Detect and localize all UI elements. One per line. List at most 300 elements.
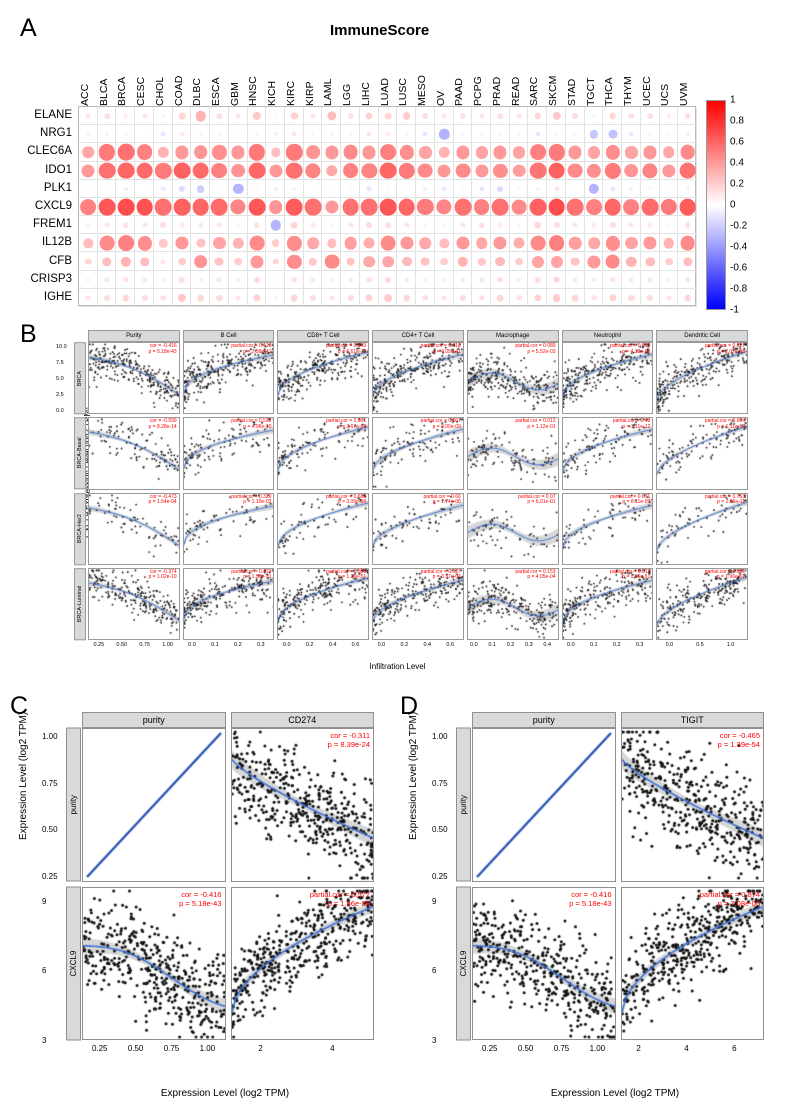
panel-b-pvalue-label: p = 3.06e-09 bbox=[337, 499, 367, 506]
panel-b-xtick: 0.2 bbox=[305, 642, 314, 648]
heatmap-dot bbox=[155, 199, 172, 216]
heatmap-dot bbox=[592, 277, 597, 282]
heatmap-dot bbox=[642, 199, 659, 216]
panel-b-annotation bbox=[423, 495, 460, 506]
cd-scatter-cell bbox=[621, 887, 765, 1041]
heatmap-dot bbox=[442, 278, 446, 282]
panel-b-pvalue-label: p = 1.66e-51 bbox=[622, 574, 651, 581]
panel-b-scatter-cell bbox=[372, 568, 464, 640]
heatmap-dot bbox=[386, 132, 391, 137]
heatmap-dot bbox=[553, 294, 561, 302]
panel-b-cor-label: partial.cor = 0.07 bbox=[518, 493, 556, 500]
heatmap-dot bbox=[586, 199, 602, 215]
heatmap-dot bbox=[532, 256, 544, 268]
heatmap-col-label: LAML bbox=[322, 78, 335, 106]
panel-b-xtick: 0.0 bbox=[282, 642, 291, 648]
heatmap-dot bbox=[249, 162, 266, 179]
panel-b-scatter-cell bbox=[183, 493, 275, 565]
panel-b-cor-label: partial.cor = 0.543 bbox=[325, 343, 367, 349]
heatmap-dot bbox=[194, 255, 208, 269]
panel-b-scatter-cell bbox=[88, 342, 180, 414]
heatmap-dot bbox=[629, 277, 634, 282]
panel-b-annotation bbox=[148, 419, 176, 430]
cd-ytick: 3 bbox=[432, 1036, 437, 1045]
panel-b-xtick: 0.0 bbox=[665, 642, 674, 648]
heatmap-dot bbox=[236, 278, 240, 282]
panel-b-annotation bbox=[231, 344, 271, 355]
cd-ytick: 0.25 bbox=[42, 871, 58, 881]
heatmap-dot bbox=[592, 223, 597, 228]
panel-b-xtick: 0.2 bbox=[612, 642, 621, 648]
cd-xtick: 0.50 bbox=[127, 1044, 144, 1053]
cd-xtick: 4 bbox=[330, 1044, 335, 1053]
cd-ytick: 6 bbox=[42, 966, 47, 976]
cd-cor-label: cor = -0.416 bbox=[571, 889, 612, 899]
heatmap-dot bbox=[610, 186, 615, 191]
heatmap-dot bbox=[460, 277, 465, 282]
heatmap-col-label: UVM bbox=[678, 82, 691, 106]
heatmap-row-labels bbox=[0, 106, 76, 306]
panel-b-annotation bbox=[518, 495, 555, 506]
heatmap-dot bbox=[364, 256, 376, 268]
heatmap-dot bbox=[272, 239, 280, 247]
cd-row-header: purity bbox=[66, 728, 81, 882]
heatmap-dot bbox=[685, 113, 691, 119]
heatmap-dot bbox=[492, 199, 509, 216]
heatmap-dot bbox=[343, 145, 358, 160]
panel-b-pvalue-label: p = 4.05e-04 bbox=[527, 574, 556, 581]
panel-b-annotation bbox=[326, 495, 366, 506]
panel-b-annotation bbox=[610, 344, 650, 355]
heatmap-row-label: CFB bbox=[49, 254, 72, 267]
panel-b-scatter-cell bbox=[562, 417, 654, 489]
panel-b-cor-label: partial.cor = 0.66 bbox=[423, 493, 461, 500]
heatmap-dot bbox=[625, 146, 637, 158]
panel-b-pvalue-label: p = 1.02e-19 bbox=[148, 574, 177, 581]
panel-b-annotation bbox=[421, 419, 461, 430]
heatmap-dot bbox=[123, 222, 129, 228]
heatmap-dot bbox=[455, 199, 472, 216]
panel-b-xtick: 1.0 bbox=[726, 642, 735, 648]
panel-b-pvalue-label: p = 6.01e-01 bbox=[527, 499, 556, 506]
panel-b-xtick: 0.2 bbox=[234, 642, 242, 648]
heatmap-dot bbox=[197, 295, 204, 302]
heatmap-dot bbox=[609, 113, 616, 120]
panel-a-letter: A bbox=[20, 14, 37, 42]
cd-scatter-cell bbox=[621, 728, 765, 882]
heatmap-dot bbox=[361, 199, 378, 216]
colorbar-tick: -0.8 bbox=[730, 283, 748, 295]
heatmap-dot bbox=[667, 187, 670, 190]
panel-b-xlabel: Infiltration Level bbox=[369, 662, 426, 671]
panel-b-cor-label: partial.cor = 0.329 bbox=[231, 493, 272, 500]
heatmap-dot bbox=[405, 187, 408, 190]
panel-b-cor-label: partial.cor = 0.013 bbox=[515, 418, 556, 425]
heatmap-dot bbox=[344, 237, 357, 250]
panel-b-xtick: 0.4 bbox=[543, 642, 552, 648]
cd-ytick: 0.50 bbox=[42, 825, 58, 834]
panel-b-scatter-cell bbox=[562, 568, 654, 640]
heatmap-dot bbox=[629, 223, 634, 228]
heatmap-dot bbox=[404, 223, 409, 228]
panel-b-pvalue-label: p = 1.58e-31 bbox=[243, 574, 272, 581]
heatmap-dot bbox=[495, 257, 505, 267]
panel-b-xtick: 0.6 bbox=[351, 642, 360, 648]
heatmap-dot bbox=[648, 223, 653, 228]
panel-d-xlabel: Expression Level (log2 TPM) bbox=[550, 1088, 680, 1099]
heatmap-dot bbox=[534, 222, 541, 229]
heatmap-dot bbox=[498, 223, 503, 228]
cd-pvalue-label: p = 1.39e-54 bbox=[717, 740, 760, 749]
panel-b-scatter-cell bbox=[277, 493, 369, 565]
panel-b-pvalue-label: p = 8.11e-09 bbox=[622, 499, 651, 506]
heatmap-dot bbox=[329, 295, 334, 300]
heatmap-dot bbox=[124, 114, 129, 119]
heatmap-col-label: LIHC bbox=[359, 82, 372, 106]
heatmap-col-label: BLCA bbox=[97, 78, 110, 106]
panel-b-cor-label: partial.cor = 0.588 bbox=[325, 568, 367, 575]
colorbar-tick: -0.2 bbox=[730, 220, 748, 232]
heatmap-dot bbox=[442, 187, 447, 192]
heatmap-col-label: READ bbox=[509, 76, 522, 106]
heatmap-dot bbox=[136, 162, 153, 179]
heatmap-dot bbox=[105, 132, 109, 136]
heatmap-dot bbox=[418, 163, 433, 178]
heatmap-dot bbox=[517, 277, 522, 282]
cd-xtick: 0.25 bbox=[481, 1044, 498, 1053]
heatmap-dot bbox=[307, 238, 319, 250]
panel-b-xtick: 0.50 bbox=[116, 642, 128, 648]
heatmap-dot bbox=[568, 163, 583, 178]
panel-b-ytick: 0.0 bbox=[56, 408, 64, 415]
cd-xtick: 0.50 bbox=[517, 1044, 534, 1053]
cd-xtick: 0.75 bbox=[163, 1044, 180, 1053]
heatmap-dot bbox=[553, 276, 560, 283]
panel-b-row-header: BRCA-Her2 bbox=[74, 493, 86, 565]
heatmap-dot bbox=[105, 277, 110, 282]
heatmap-dot bbox=[86, 114, 91, 119]
heatmap-col-label: LUSC bbox=[397, 77, 410, 106]
cd-ytick: 9 bbox=[432, 896, 437, 906]
heatmap-dot bbox=[83, 147, 95, 159]
panel-b-annotation bbox=[148, 495, 176, 506]
heatmap-dot bbox=[343, 163, 359, 179]
panel-d-letter: D bbox=[400, 692, 419, 720]
panel-b-annotation bbox=[326, 570, 366, 581]
cd-pvalue-label: p = 1.96e-89 bbox=[327, 898, 370, 908]
heatmap-dot bbox=[99, 162, 116, 179]
cd-scatter-cell bbox=[82, 887, 226, 1041]
panel-b-xtick: 0.3 bbox=[635, 642, 644, 648]
panel-b-pvalue-label: p = 1.11e-12 bbox=[717, 423, 745, 430]
panel-b-scatter-cell bbox=[88, 493, 180, 565]
heatmap-dot bbox=[536, 187, 540, 191]
heatmap-dot bbox=[549, 235, 565, 251]
panel-b-pvalue-label: p = 3.37e-04 bbox=[432, 574, 461, 581]
heatmap-dot bbox=[647, 113, 653, 119]
heatmap-dot bbox=[551, 256, 563, 268]
heatmap-dot bbox=[629, 113, 635, 119]
heatmap-dot bbox=[161, 132, 166, 137]
heatmap-dot bbox=[324, 254, 339, 269]
panel-b-scatter-cell bbox=[183, 417, 275, 489]
heatmap-dot bbox=[667, 278, 671, 282]
panel-b-pvalue-label: p = 8.28e-14 bbox=[148, 423, 177, 430]
heatmap-dot bbox=[686, 187, 690, 191]
cd-row-header: CXCL9 bbox=[66, 887, 81, 1041]
panel-b-pvalue-label: p = 2.07e-98 bbox=[716, 348, 745, 355]
heatmap-dot bbox=[423, 113, 429, 119]
heatmap-dot bbox=[403, 112, 411, 120]
cd-pvalue-label: p = 5.18e-43 bbox=[569, 898, 612, 908]
heatmap-dot bbox=[423, 132, 428, 137]
panel-b-cor-label: cor = -0.473 bbox=[149, 493, 177, 500]
panel-b-annotation bbox=[610, 495, 650, 506]
heatmap-dot bbox=[592, 114, 596, 118]
panel-b-cor-label: partial.cor = 0.522 bbox=[231, 418, 272, 425]
heatmap-dot bbox=[215, 257, 224, 266]
panel-b-ytick: 2.5 bbox=[56, 392, 64, 399]
heatmap-col-label: KIRC bbox=[284, 80, 297, 106]
panel-c-ylabel: Expression Level (log2 TPM) bbox=[18, 711, 29, 840]
panel-b-annotation bbox=[705, 344, 745, 355]
panel-b-scatter-cell bbox=[88, 568, 180, 640]
cd-column-header: purity bbox=[82, 712, 226, 728]
cd-row-header: CXCL9 bbox=[456, 887, 471, 1041]
heatmap-dot bbox=[348, 113, 354, 119]
heatmap-dot bbox=[625, 164, 639, 178]
panel-b-pvalue-label: p = 4.05e-41 bbox=[432, 348, 461, 355]
panel-b-scatter-cell bbox=[183, 568, 275, 640]
heatmap-dot bbox=[143, 133, 146, 136]
heatmap-row-label: CRISP3 bbox=[30, 272, 72, 285]
heatmap-dot bbox=[137, 145, 153, 161]
panel-b-cor-label: partial.cor = 0.089 bbox=[515, 343, 556, 349]
heatmap-dot bbox=[86, 223, 90, 227]
heatmap-dot bbox=[249, 199, 266, 216]
heatmap-dot bbox=[292, 277, 298, 283]
heatmap-col-label: SARC bbox=[528, 76, 541, 106]
heatmap-dot bbox=[535, 132, 540, 137]
panel-b-pvalue-label: p = 6.61e-72 bbox=[337, 348, 367, 355]
heatmap-dot bbox=[529, 199, 546, 216]
heatmap-dot bbox=[605, 254, 620, 269]
heatmap-dot bbox=[517, 114, 522, 119]
heatmap-dot bbox=[569, 237, 582, 250]
panel-b-pvalue-label: p = 1.74e-08 bbox=[432, 499, 461, 506]
panel-b-cor-label: partial.cor = 0.512 bbox=[610, 568, 651, 575]
heatmap-dot bbox=[291, 222, 298, 229]
heatmap-dot bbox=[161, 278, 165, 282]
panel-b-annotation bbox=[231, 495, 271, 506]
heatmap-dot bbox=[666, 295, 671, 300]
heatmap-grid bbox=[78, 106, 696, 306]
heatmap-dot bbox=[366, 277, 372, 283]
heatmap-dot bbox=[423, 295, 429, 301]
heatmap-dot bbox=[497, 295, 504, 302]
cd-annotation bbox=[569, 890, 611, 908]
heatmap-dot bbox=[479, 295, 485, 301]
panel-d-ylabel: Expression Level (log2 TPM) bbox=[408, 711, 419, 840]
heatmap-dot bbox=[512, 200, 527, 215]
heatmap-dot bbox=[442, 295, 447, 300]
panel-b-pvalue-label: p = 3.67e-09 bbox=[337, 423, 367, 430]
panel-b-column-header: Macrophage bbox=[467, 330, 559, 342]
heatmap-dot bbox=[143, 187, 146, 190]
heatmap-dot bbox=[572, 295, 579, 302]
heatmap-dot bbox=[513, 146, 525, 158]
heatmap-dot bbox=[211, 199, 228, 216]
heatmap-dot bbox=[274, 132, 278, 136]
heatmap-dot bbox=[385, 222, 391, 228]
panel-b-scatter-cell bbox=[467, 342, 559, 414]
heatmap-dot bbox=[385, 113, 392, 120]
heatmap-col-label: SKCM bbox=[547, 75, 560, 106]
panel-b-annotation bbox=[613, 419, 650, 430]
heatmap-dot bbox=[667, 114, 672, 119]
panel-b-xtick: 0.25 bbox=[93, 642, 105, 648]
panel-b-ytick: 10.0 bbox=[56, 344, 67, 350]
heatmap-dot bbox=[291, 295, 298, 302]
heatmap-dot bbox=[272, 258, 279, 265]
heatmap-dot bbox=[679, 162, 696, 179]
heatmap-col-label: PAAD bbox=[453, 78, 466, 106]
heatmap-dot bbox=[515, 258, 523, 266]
cd-ytick: 0.25 bbox=[432, 871, 448, 881]
heatmap-col-label: GBM bbox=[228, 82, 241, 106]
heatmap-dot bbox=[398, 199, 415, 216]
panel-b-pvalue-label: p = 5.52e-03 bbox=[527, 348, 556, 355]
panel-b-xtick: 0.6 bbox=[446, 642, 455, 648]
heatmap-dot bbox=[349, 132, 353, 136]
heatmap-row-label: CLEC6A bbox=[27, 145, 72, 158]
heatmap-dot bbox=[367, 132, 372, 137]
heatmap-dot bbox=[574, 187, 577, 190]
heatmap-col-label: LGG bbox=[341, 83, 354, 106]
panel-b-scatter-cell bbox=[277, 568, 369, 640]
panel-b-column-header: CD8+ T Cell bbox=[277, 330, 369, 342]
heatmap-dot bbox=[174, 162, 191, 179]
heatmap-dot bbox=[85, 258, 92, 265]
heatmap-dot bbox=[479, 277, 484, 282]
heatmap-dot bbox=[80, 199, 96, 215]
heatmap-dot bbox=[440, 258, 448, 266]
panel-b-cor-label: partial.cor = 0.501 bbox=[325, 418, 367, 425]
heatmap-dot bbox=[86, 278, 90, 282]
cd-cor-label: cor = -0.311 bbox=[330, 731, 370, 740]
heatmap-dot bbox=[367, 186, 372, 191]
panel-b-xtick: 0.1 bbox=[488, 642, 497, 648]
heatmap-dot bbox=[306, 146, 320, 160]
heatmap-dot bbox=[161, 187, 166, 192]
cd-annotation bbox=[328, 731, 370, 749]
panel-b-pvalue-label: p = 2.58e-41 bbox=[243, 348, 272, 355]
heatmap-dot bbox=[517, 132, 521, 136]
panel-b-xtick: 1.00 bbox=[162, 642, 173, 648]
panel-b-xtick: 0.1 bbox=[211, 642, 219, 648]
heatmap-col-label: OV bbox=[434, 90, 447, 106]
panel-b-pvalue-label: p = 1.11e-12 bbox=[622, 423, 651, 430]
heatmap-dot bbox=[530, 236, 545, 251]
panel-b-cor-label: partial.cor = 0.591 bbox=[704, 568, 745, 575]
heatmap-dot bbox=[198, 277, 203, 282]
heatmap-dot bbox=[136, 199, 153, 216]
panel-b-scatter-cell bbox=[88, 417, 180, 489]
cd-pvalue-label: p = 8.39e-24 bbox=[327, 740, 370, 749]
panel-b-column-header: Purity bbox=[88, 330, 180, 342]
heatmap-dot bbox=[311, 114, 316, 119]
heatmap-dot bbox=[330, 132, 334, 136]
heatmap-dot bbox=[514, 238, 525, 249]
heatmap-dot bbox=[218, 187, 221, 190]
heatmap-dot bbox=[269, 200, 283, 214]
panel-b-scatter-cell bbox=[277, 417, 369, 489]
colorbar-tick: 1 bbox=[730, 94, 736, 106]
heatmap-dot bbox=[680, 236, 695, 251]
heatmap-col-label: THCA bbox=[603, 77, 616, 106]
heatmap-dot bbox=[625, 237, 637, 249]
heatmap-dot bbox=[588, 146, 600, 158]
panel-b-pvalue-label: p = 1.12e-01 bbox=[527, 423, 556, 430]
heatmap-dot bbox=[236, 295, 241, 300]
heatmap-dot bbox=[479, 114, 484, 119]
heatmap-dot bbox=[236, 114, 241, 119]
panel-b-scatter-cell bbox=[372, 342, 464, 414]
panel-d-plot-area bbox=[432, 712, 764, 1053]
panel-c-letter: C bbox=[10, 692, 29, 720]
heatmap-dot bbox=[685, 277, 691, 283]
heatmap-dot bbox=[403, 295, 410, 302]
panel-b-xtick: 0.3 bbox=[525, 642, 533, 648]
heatmap-dot bbox=[217, 113, 223, 119]
panel-b-annotation bbox=[421, 344, 461, 355]
panel-b-annotation bbox=[326, 419, 366, 430]
cd-column-header: purity bbox=[472, 712, 616, 728]
heatmap-col-label: ACC bbox=[78, 83, 91, 106]
heatmap-dot bbox=[460, 223, 465, 228]
heatmap-dot bbox=[348, 223, 353, 228]
heatmap-dot bbox=[117, 162, 134, 179]
heatmap-col-label: COAD bbox=[172, 75, 185, 106]
heatmap-row-label: ELANE bbox=[34, 109, 72, 121]
heatmap-row-label: CXCL9 bbox=[34, 199, 72, 212]
panel-b-scatter-cell bbox=[656, 493, 748, 565]
heatmap-row-label: IL12B bbox=[41, 236, 72, 249]
colorbar-tick: 0.6 bbox=[730, 136, 744, 148]
colorbar-tick: -1 bbox=[730, 304, 739, 316]
panel-b-scatter-cell bbox=[467, 493, 559, 565]
heatmap-row-label: IDO1 bbox=[45, 163, 72, 176]
heatmap-dot bbox=[548, 199, 565, 216]
heatmap-dot bbox=[142, 114, 147, 119]
panel-b-xtick: 0.0 bbox=[470, 642, 478, 648]
panel-b-xtick: 0.0 bbox=[188, 642, 196, 648]
panel-b-annotation bbox=[231, 570, 271, 581]
panel-c-xlabel: Expression Level (log2 TPM) bbox=[160, 1088, 290, 1099]
heatmap-dot bbox=[254, 222, 260, 228]
panel-b-row-header: BRCA bbox=[74, 342, 86, 414]
panel-b-ytick: 7.5 bbox=[56, 360, 64, 367]
cd-column-header: CD274 bbox=[231, 712, 375, 728]
heatmap-dot bbox=[274, 187, 278, 191]
heatmap-dot bbox=[192, 199, 209, 216]
cd-scatter-cell bbox=[231, 728, 375, 882]
colorbar-gradient bbox=[706, 100, 726, 310]
heatmap-dot bbox=[380, 145, 396, 161]
cd-cor-label: partial.cor = 0.577 bbox=[309, 889, 370, 899]
heatmap-dot bbox=[460, 113, 466, 119]
heatmap-dot bbox=[476, 146, 488, 158]
